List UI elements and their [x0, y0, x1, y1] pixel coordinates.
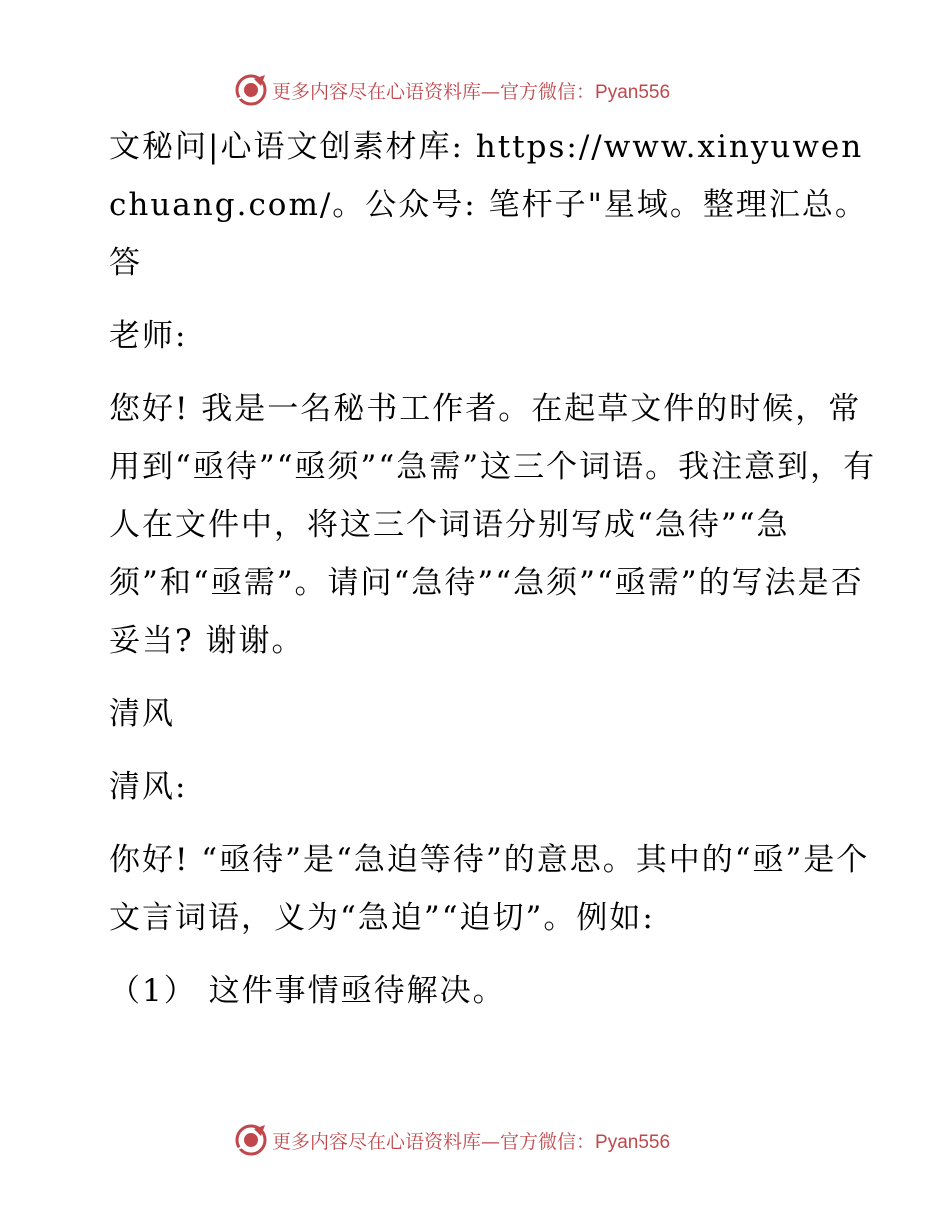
pen-logo-icon: [234, 73, 268, 107]
reply-salutation: 清风:: [109, 769, 188, 805]
document-body: [97, 118, 877, 1035]
signature: 清风: [109, 696, 175, 732]
banner-wechat-id: Pyan556: [595, 1131, 671, 1153]
pen-logo-icon: [234, 1123, 268, 1157]
header-banner: [234, 70, 670, 110]
answer-paragraph: 你好! “亟待”是“急迫等待”的意思。其中的“亟”是个文言词语，义为“急迫”“迫切”。例如:: [109, 842, 870, 936]
banner-wechat-id: Pyan556: [595, 81, 671, 103]
salutation: 老师:: [109, 318, 188, 354]
example-item: （1） 这件事情亟待解决。: [109, 973, 506, 1009]
banner-text: 更多内容尽在心语资料库—官方微信：Pyan556: [272, 1130, 671, 1153]
banner-text: 更多内容尽在心语资料库—官方微信：Pyan556: [272, 80, 671, 103]
question-paragraph: 您好! 我是一名秘书工作者。在起草文件的时候，常用到“亟待”“亟须”“急需”这三个词语。我注意到，有人在文件中，将这三个词语分别写成“急待”“急须”和“亟需”。请问“急待”“急须”“亟需”的写法是否妥当? 谢谢。: [109, 391, 877, 659]
footer-banner: [234, 1120, 670, 1160]
intro-paragraph: 文秘问|心语文创素材库: https://www.xinyuwenchuang.com/。公众号: 笔杆子"星域。整理汇总。答: [109, 129, 868, 281]
